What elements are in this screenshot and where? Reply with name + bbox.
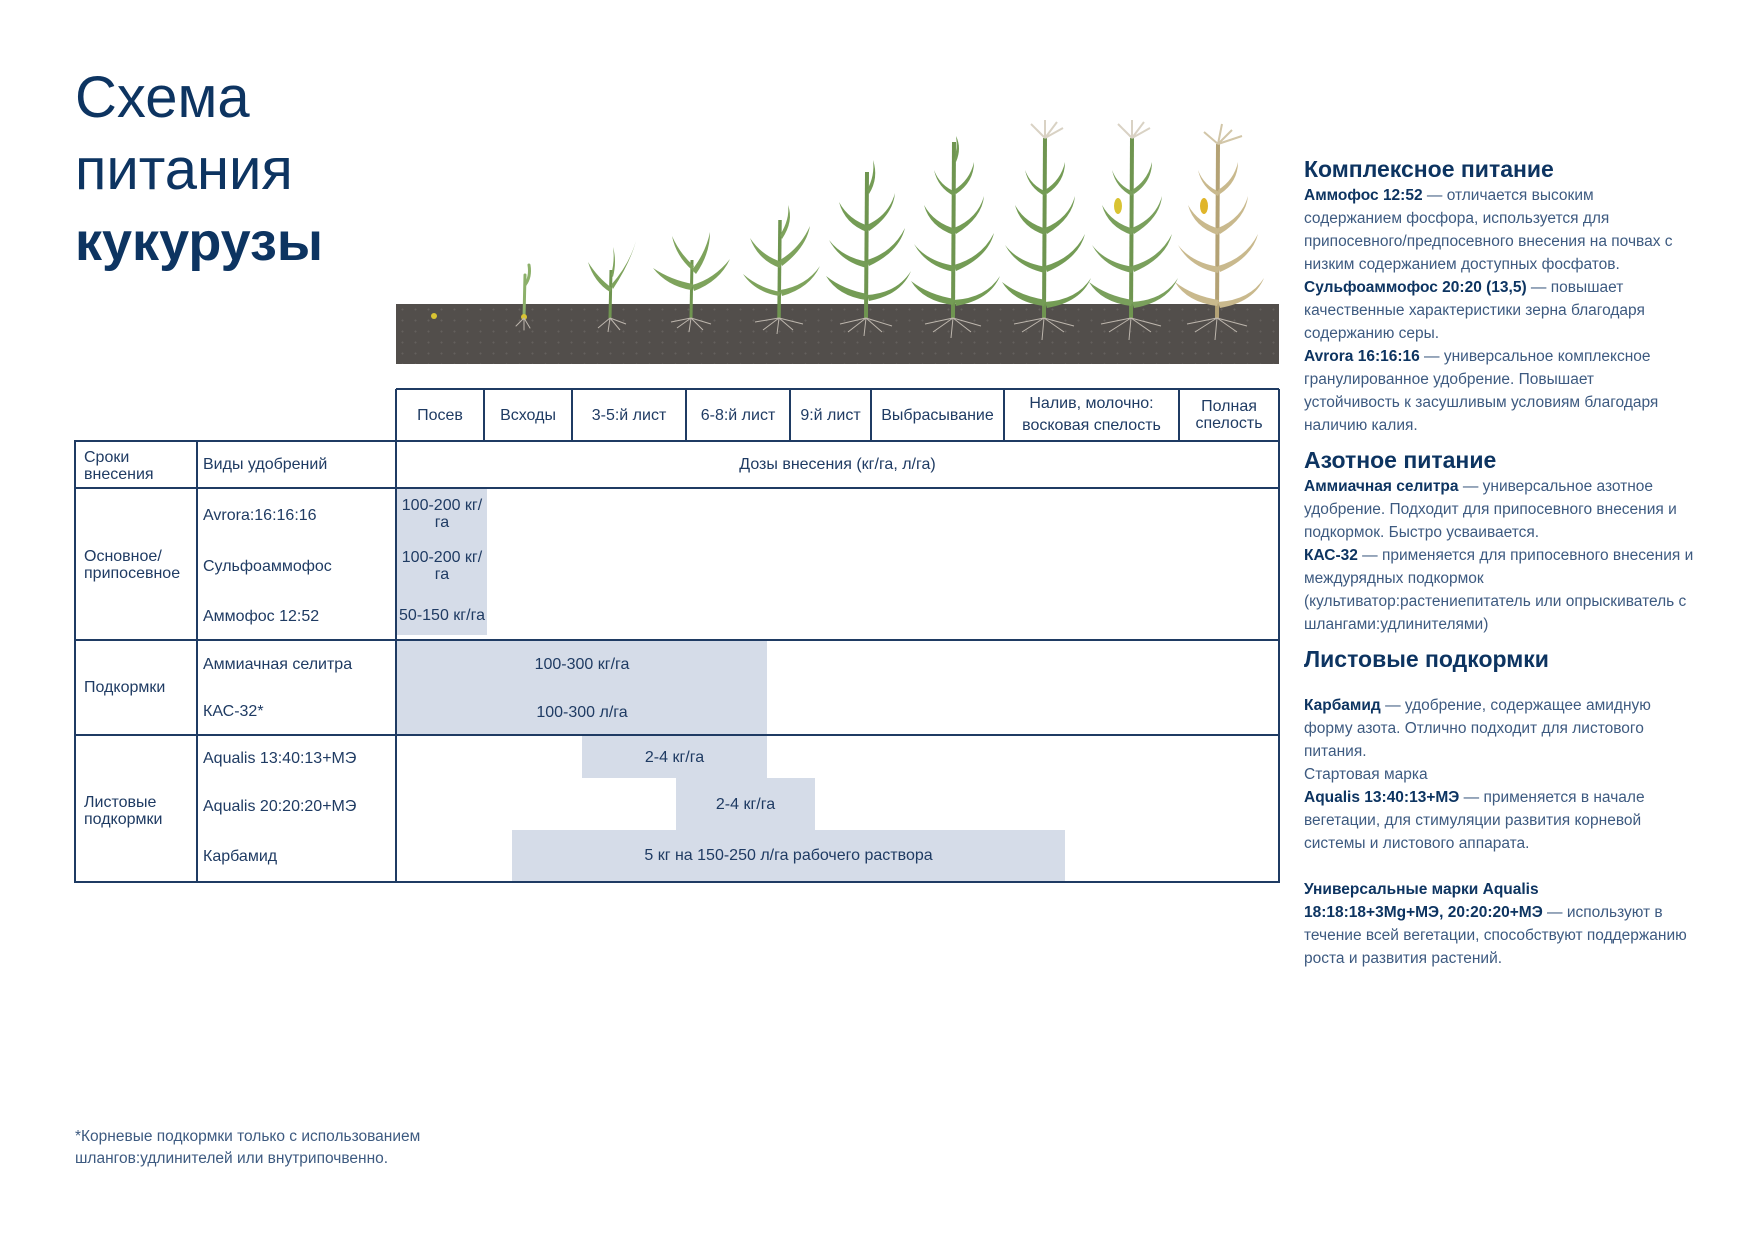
- col-header-doses: Дозы внесения (кг/га, л/га): [739, 456, 936, 473]
- section-heading: Листовые подкормки: [1304, 646, 1549, 672]
- stage-header: 3-5:й лист: [591, 406, 667, 424]
- info-paragraph: Карбамид — удобрение, содержащее амидную форму азота. Отлично подходит для листового питания.: [1304, 697, 1651, 760]
- fertilizer-name: Аммофос 12:52: [203, 608, 320, 625]
- section-heading: Азотное питание: [1304, 447, 1497, 473]
- fertilizer-name: Avrora:16:16:16: [203, 507, 317, 524]
- stage-header: 9:й лист: [800, 406, 861, 424]
- info-paragraph: Aqualis 13:40:13+МЭ — применяется в начале вегетации, для стимуляции развития корневой системы и листового аппарата.: [1304, 789, 1645, 852]
- info-column: [1304, 154, 1694, 970]
- title-line-1: Схема: [75, 65, 250, 130]
- group-label-basic: Основное/ припосевное: [84, 548, 181, 582]
- info-paragraph: Avrora 16:16:16 — универсальное комплексное гранулированное удобрение. Повышает устойчивость к засушливым условиям благодаря наличию калия.: [1304, 348, 1659, 434]
- dose-bar: 5 кг на 150-250 л/га рабочего раствора: [512, 830, 1065, 881]
- stage-header: Выбрасывание: [881, 406, 994, 424]
- dose-bar: 100-200 кг/га: [401, 549, 483, 583]
- dose-bar: 50-150 кг/га: [399, 606, 485, 624]
- fertilizer-name: Карбамид: [203, 848, 278, 865]
- stage-header: Полная спелость: [1195, 398, 1263, 432]
- fertilizer-name: Сульфоаммофос: [203, 558, 332, 575]
- section-heading: Комплексное питание: [1304, 156, 1554, 182]
- dose-bar: 100-200 кг/га: [401, 497, 483, 531]
- info-paragraph: КАС-32 — применяется для припосевного внесения и междурядных подкормок (культиватор:растениепитатель или опрыскиватель с шлангами:удлинителями): [1304, 547, 1694, 633]
- dose-bar: 100-300 кг/га: [534, 655, 630, 673]
- stage-header: 6-8:й лист: [700, 406, 776, 424]
- dose-bar: 2-4 кг/га: [582, 736, 767, 778]
- info-paragraph: Аммофос 12:52 — отличается высоким содержанием фосфора, используется для припосевного/предпосевного внесения на почвах с низким содержанием доступных фосфатов.: [1304, 187, 1673, 273]
- fertilizer-name: Аммиачная селитра: [203, 656, 353, 673]
- stage-header: Налив, молочно: восковая спелость: [1022, 395, 1161, 434]
- group-label-feeding: Подкормки: [84, 679, 166, 696]
- dose-bar: 2-4 кг/га: [676, 778, 815, 830]
- fertilizer-name: Aqualis 20:20:20+МЭ: [203, 798, 357, 815]
- info-paragraph: Сульфоаммофос 20:20 (13,5) — повышает качественные характеристики зерна благодаря содержанию серы.: [1304, 279, 1645, 342]
- info-paragraph: Универсальные марки Aqualis 18:18:18+3Mg+МЭ, 20:20:20+МЭ — используют в течение всей вегетации, способствуют поддержанию роста и развития растений.: [1304, 881, 1687, 967]
- title-line-2: питания: [75, 137, 293, 202]
- footnote: *Корневые подкормки только с использованием шлангов:удлинителей или внутрипочвенно.: [75, 1128, 421, 1167]
- col-header-terms: Сроки внесения: [84, 449, 154, 483]
- group-label-foliar: Листовые подкормки: [84, 794, 163, 828]
- info-paragraph: Стартовая марка: [1304, 766, 1428, 783]
- stage-header: Всходы: [500, 406, 556, 424]
- title-line-3: кукурузы: [75, 212, 323, 272]
- stage-header: Посев: [417, 406, 463, 424]
- fertilizer-name: Aqualis 13:40:13+МЭ: [203, 750, 357, 767]
- dose-bar: 100-300 л/га: [536, 703, 628, 721]
- info-paragraph: Аммиачная селитра — универсальное азотное удобрение. Подходит для припосевного внесения и подкормок. Быстро усваивается.: [1304, 478, 1677, 541]
- fertilizer-name: КАС-32*: [203, 703, 264, 720]
- col-header-types: Виды удобрений: [203, 456, 328, 473]
